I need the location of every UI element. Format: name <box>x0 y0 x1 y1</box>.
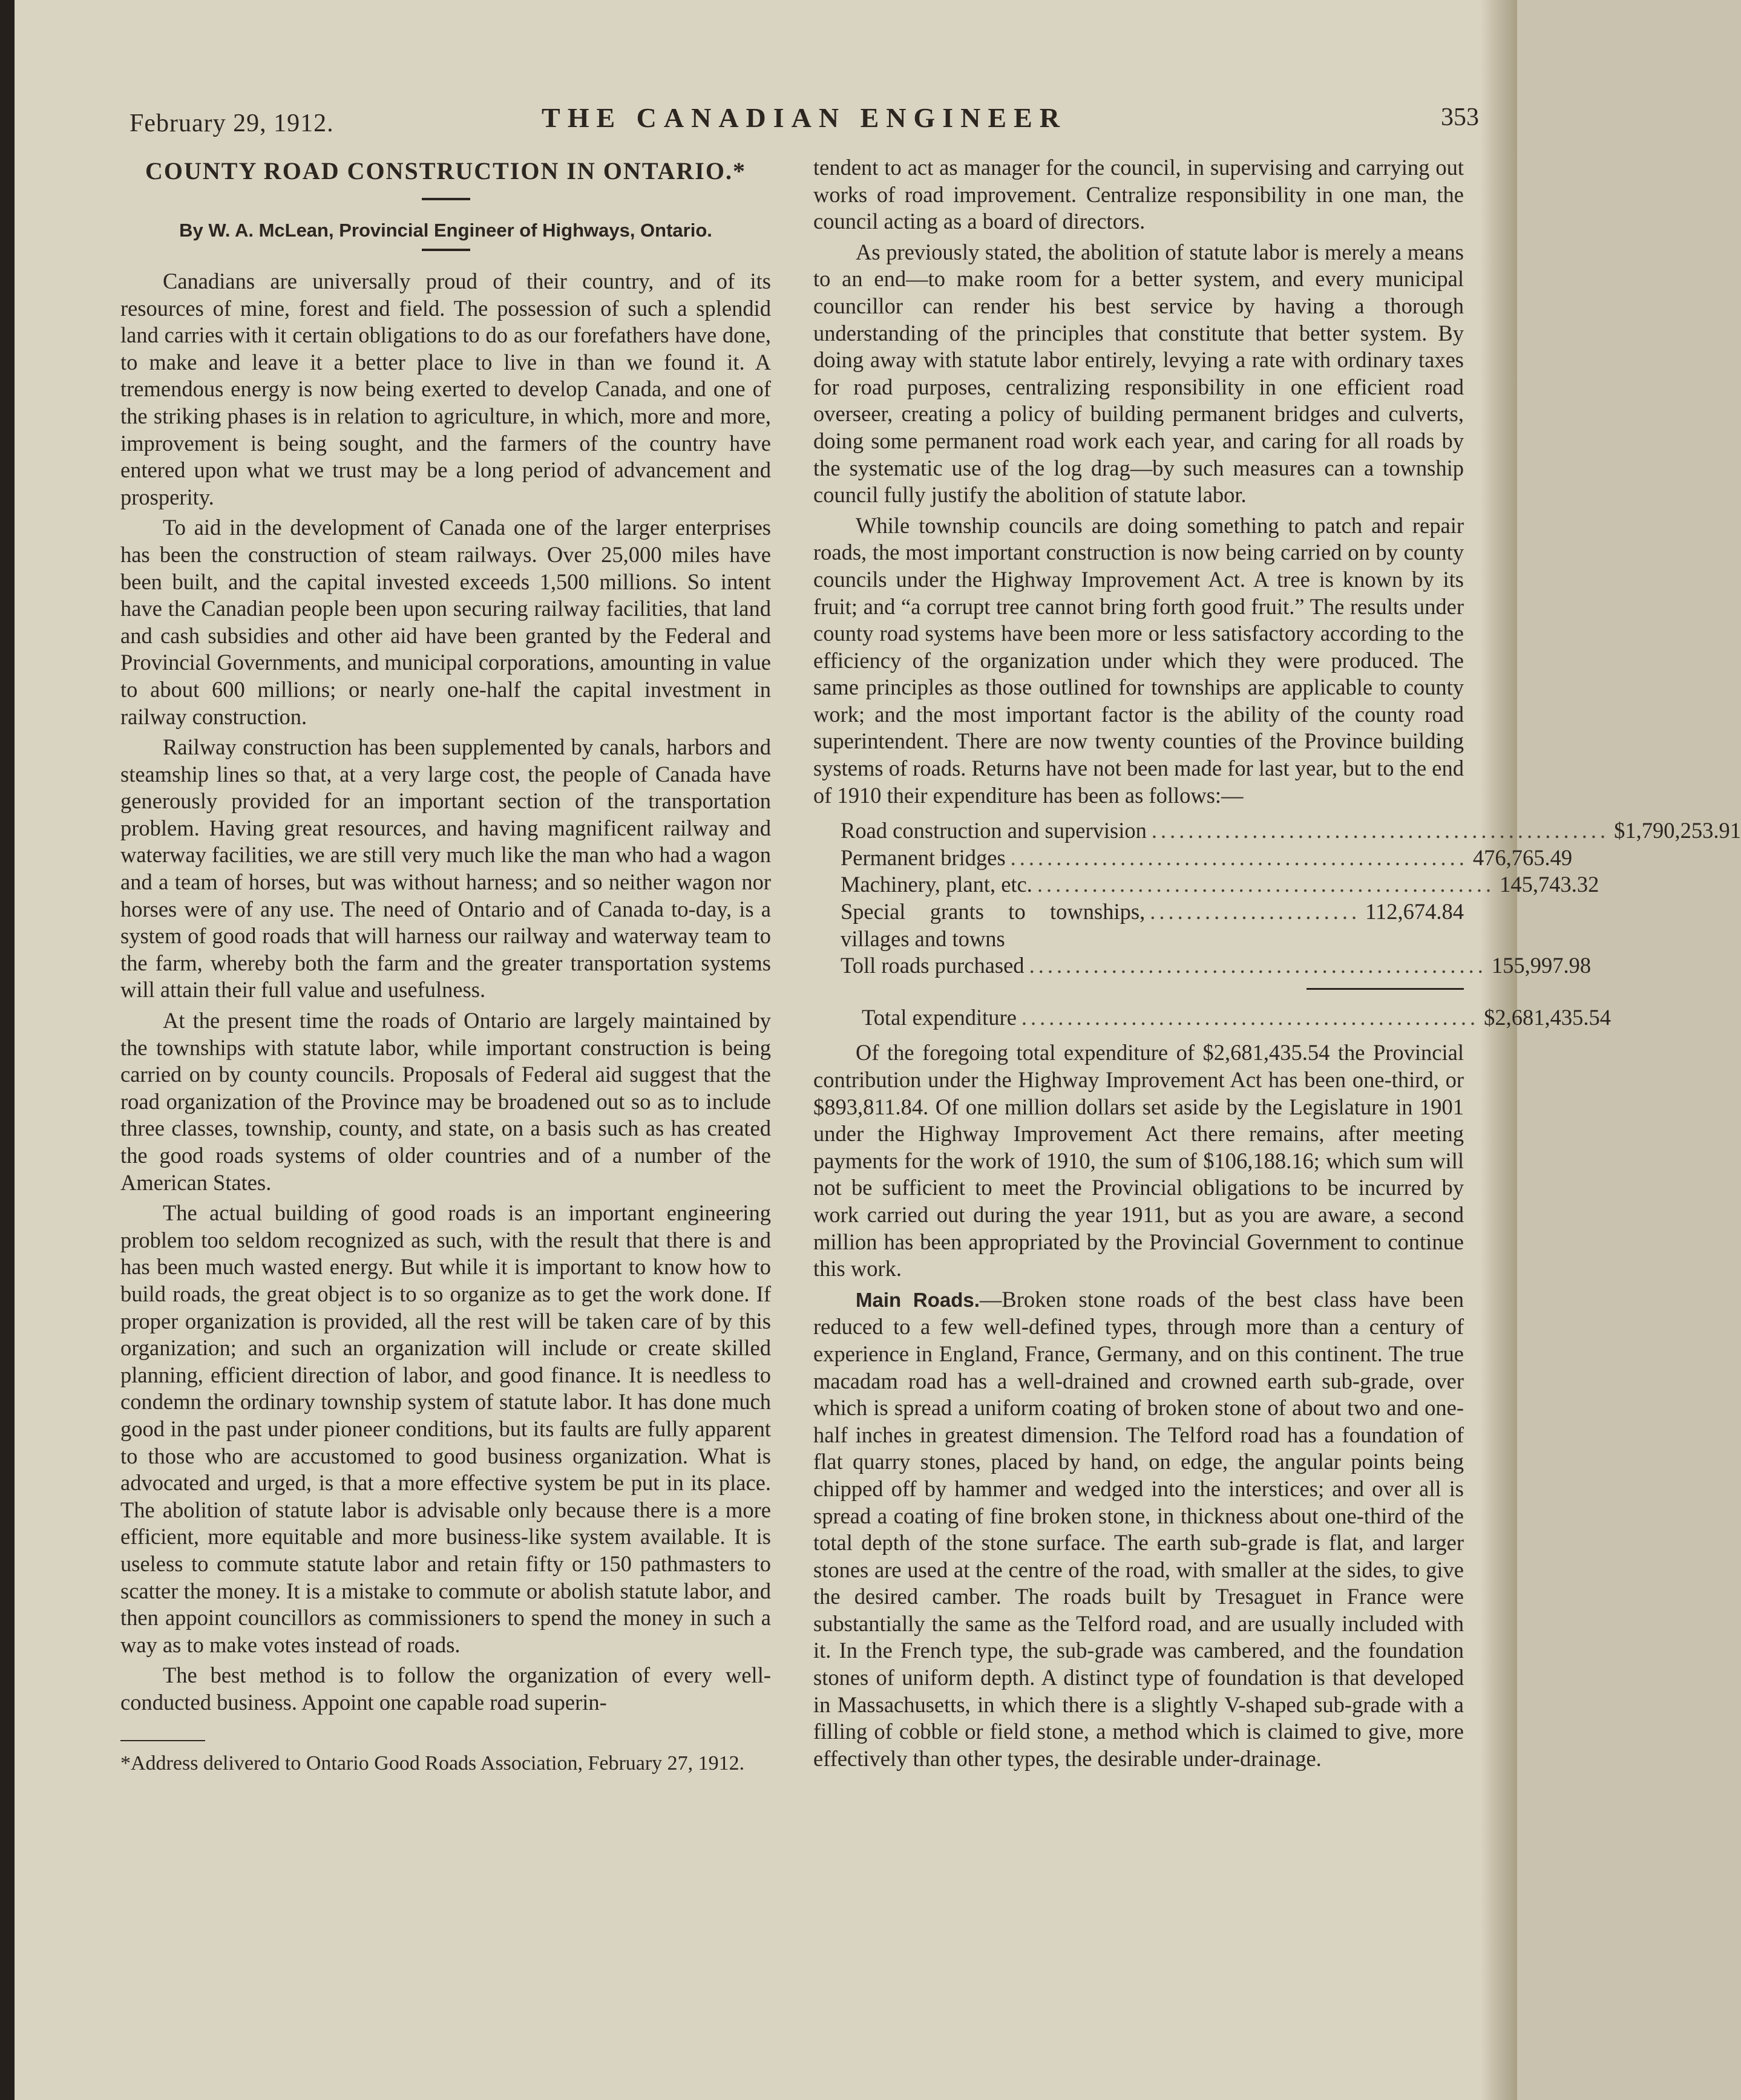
table-row <box>813 952 1592 980</box>
row-amount: 112,674.84 <box>1365 899 1464 924</box>
leader-dots: .................................................. <box>1010 845 1468 870</box>
row-label: Permanent bridges <box>841 845 1006 870</box>
table-row <box>813 898 1464 952</box>
page-number: 353 <box>1441 103 1479 131</box>
main-roads-heading: Main Roads. <box>856 1288 980 1311</box>
header-date: February 29, 1912. <box>130 110 334 137</box>
total-rule <box>1307 988 1464 990</box>
running-header <box>130 97 1479 145</box>
left-column <box>120 154 771 1776</box>
leader-dots: .................................................. <box>1151 818 1610 843</box>
table-row <box>813 845 1573 872</box>
body-paragraph: While township councils are doing something to patch and repair roads, the most important construction is now being carried on by county councils under the Highway Improvement Act. A tree is known by its fruit; and “a corrupt tree cannot bring forth good fruit.” The results under county road systems have been more or less satisfactory according to the efficiency of the organization under which they were produced. The same principles as those outlined for townships are applicable to county work; and the most important factor is the ability of the county road superintendent. There are now twenty counties of the Province building systems of roads. Returns have not been made for last year, but to the end of 1910 their expenditure has been as follows:— <box>813 512 1464 808</box>
right-column <box>813 154 1741 1776</box>
main-roads-paragraph <box>813 1286 1464 1773</box>
row-label: Special grants to townships, villages and towns <box>841 899 1146 951</box>
body-paragraph: As previously stated, the abolition of statute labor is merely a means to an end—to make room for a better system, and every municipal councillor can render his best service by having a thorough understanding of the principles that constitute that better system. By doing away with statute labor entirely, levying a rate with ordinary taxes for road purposes, centralizing responsibility in one efficient road overseer, creating a policy of building permanent bridges and culverts, doing some permanent road work each year, and caring for all roads by the systematic use of the log drag—by such measures can a township council fully justify the abolition of statute labor. <box>813 239 1464 508</box>
main-roads-text: —Broken stone roads of the best class have been reduced to a few well-defined types, through more than a century of experience in England, France, Germany, and on this continent. The true macadam road has a well-drained and crowned earth sub-grade, over which is spread a uniform coating of broken stone of about two and one-half inches in greatest dimension. The Telford road has a foundation of flat quarry stones, placed by hand, on edge, the angular points being chipped off by hammer and wedged into the interstices; and over all is spread a coating of fine broken stone, in thickness about one-third of the total depth of the stone surface. The earth sub-grade is flat, and larger stones are used at the centre of the road, with smaller at the sides, to give the desired camber. The roads built by Tresaguet in France were substantially the same as the Telford road, and are usually included with it. In the French type, the sub-grade was cambered, and the foundation stones of uniform depth. A distinct type of foundation is that developed in Massachusetts, in which there is a slightly V-shaped sub-grade with a filling of cobble or field stone, a method which is claimed to give, more effectively than other types, the desirable under-drainage. <box>813 1286 1464 1771</box>
page-edge-shadow <box>1481 0 1517 2100</box>
footnote <box>120 1740 771 1776</box>
row-amount: 155,997.98 <box>1491 953 1592 978</box>
book-binding-shadow <box>0 0 15 2100</box>
total-label: Total expenditure <box>862 1004 1017 1030</box>
footnote-text: *Address delivered to Ontario Good Roads Association, February 27, 1912. <box>120 1752 745 1775</box>
body-paragraph: The actual building of good roads is an important engineering problem too seldom recognized as such, with the result that there is and has been much wasted energy. But while it is important to know how to build roads, the great object is to so organize as to get the work done. If proper organization is provided, all the rest will be taken care of by this organization; and such an organization will include or create skilled planning, efficient direction of labor, and good finance. It is needless to condemn the ordinary township system of statute labor. It has done much good in the past under pioneer conditions, but its faults are fully apparent to those who are accustomed to good business organization. What is advocated and urged, is that a more effective system be put in its place. The abolition of statute labor is advisable only because there is a more efficient, more equitable and more business-like system available. It is useless to commute statute labor and retain fifty or 150 pathmasters to scatter the money. It is a mistake to commute or abolish statute labor, and then appoint councillors as commissioners to spend the money in such a way as to make votes instead of roads. <box>120 1200 771 1657</box>
body-paragraph: To aid in the development of Canada one of the larger enterprises has been the construction of steam railways. Over 25,000 miles have been built, and the capital invested exceeds 1,500 millions. So intent have the Canadian people been upon securing railway facilities, that land and cash subsidies and other aid have been granted by the Federal and Provincial Governments, and municipal corporations, amounting in value to about 600 millions; or nearly one-half the capital investment in railway construction. <box>120 515 771 729</box>
body-paragraph: At the present time the roads of Ontario are largely maintained by the townships with statute labor, while important construction is being carried on by county councils. Proposals of Federal aid suggest that the road organization of the Province may be broadened out so as to include three classes, township, county, and state, on a basis such as has created the good roads systems of older countries and of a number of the American States. <box>120 1008 771 1195</box>
table-row <box>813 871 1599 898</box>
byline-rule <box>422 249 470 251</box>
body-paragraph: Of the foregoing total expenditure of $2,681,435.54 the Provincial contribution under the Highway Improvement Act has been one-third, or $893,811.84. Of one million dollars set aside by the Legislature in 1901 under the Highway Improvement Act there remains, after meeting payments for the work of 1910, the sum of $106,188.16; which sum will not be sufficient to meet the Provincial obligations to be incurred by work carried out during the year 1911, but as you are aware, a second million has been appropriated by the Provincial Government to continue this work. <box>813 1040 1464 1281</box>
leader-dots: ....................... <box>1150 899 1361 924</box>
table-total-row <box>813 1004 1611 1032</box>
body-paragraph: tendent to act as manager for the council, in supervising and carrying out works of road improvement. Centralize responsibility in one man, the council acting as a board of directors. <box>813 155 1464 234</box>
leader-dots: .................................................. <box>1037 872 1495 897</box>
body-paragraph: The best method is to follow the organization of every well-conducted business. Appoint one capable road superin- <box>120 1663 771 1715</box>
footnote-rule <box>120 1740 205 1741</box>
body-paragraph: Railway construction has been supplemented by canals, harbors and steamship lines so that, at a very large cost, the people of Canada have generously provided for an important section of the transportation problem. Having great resources, and having magnificent railway and waterway facilities, we are still very much like the man who had a wagon and a team of horses, but was without harness; and so neither wagon nor horses were of any use. The need of Ontario and of Canada to-day, is a system of good roads that will harness our railway and waterway team to the farm, whereby both the farm and the greater transportation systems will attain their full value and usefulness. <box>120 734 771 1003</box>
leader-dots: .................................................. <box>1021 1004 1480 1030</box>
scanned-page <box>15 0 1741 2100</box>
body-paragraph: Canadians are universally proud of their country, and of its resources of mine, forest and field. The possession of such a splendid land carries with it certain obligations to do as our forefathers have done, to make and leave it a better place to live in than we found it. A tremendous energy is now being exerted to develop Canada, and one of the striking phases is in relation to agriculture, in which, more and more, improvement is being sought, and the farmers of the country have entered upon what we trust may be a long period of advancement and prosperity. <box>120 269 771 509</box>
row-label: Machinery, plant, etc. <box>841 872 1032 897</box>
leader-dots: .................................................. <box>1029 953 1487 978</box>
article-title: COUNTY ROAD CONSTRUCTION IN ONTARIO.* <box>145 157 746 185</box>
table-row <box>813 817 1741 845</box>
row-amount: $1,790,253.91 <box>1614 818 1741 843</box>
expenditure-table <box>813 817 1741 1031</box>
row-amount: 476,765.49 <box>1472 845 1573 870</box>
row-label: Road construction and supervision <box>841 818 1147 843</box>
row-amount: 145,743.32 <box>1500 872 1599 897</box>
journal-title: THE CANADIAN ENGINEER <box>542 102 1067 133</box>
total-amount: $2,681,435.54 <box>1484 1004 1611 1030</box>
title-rule <box>422 198 470 200</box>
row-label: Toll roads purchased <box>841 953 1025 978</box>
article-byline: By W. A. McLean, Provincial Engineer of Highways, Ontario. <box>179 220 712 241</box>
